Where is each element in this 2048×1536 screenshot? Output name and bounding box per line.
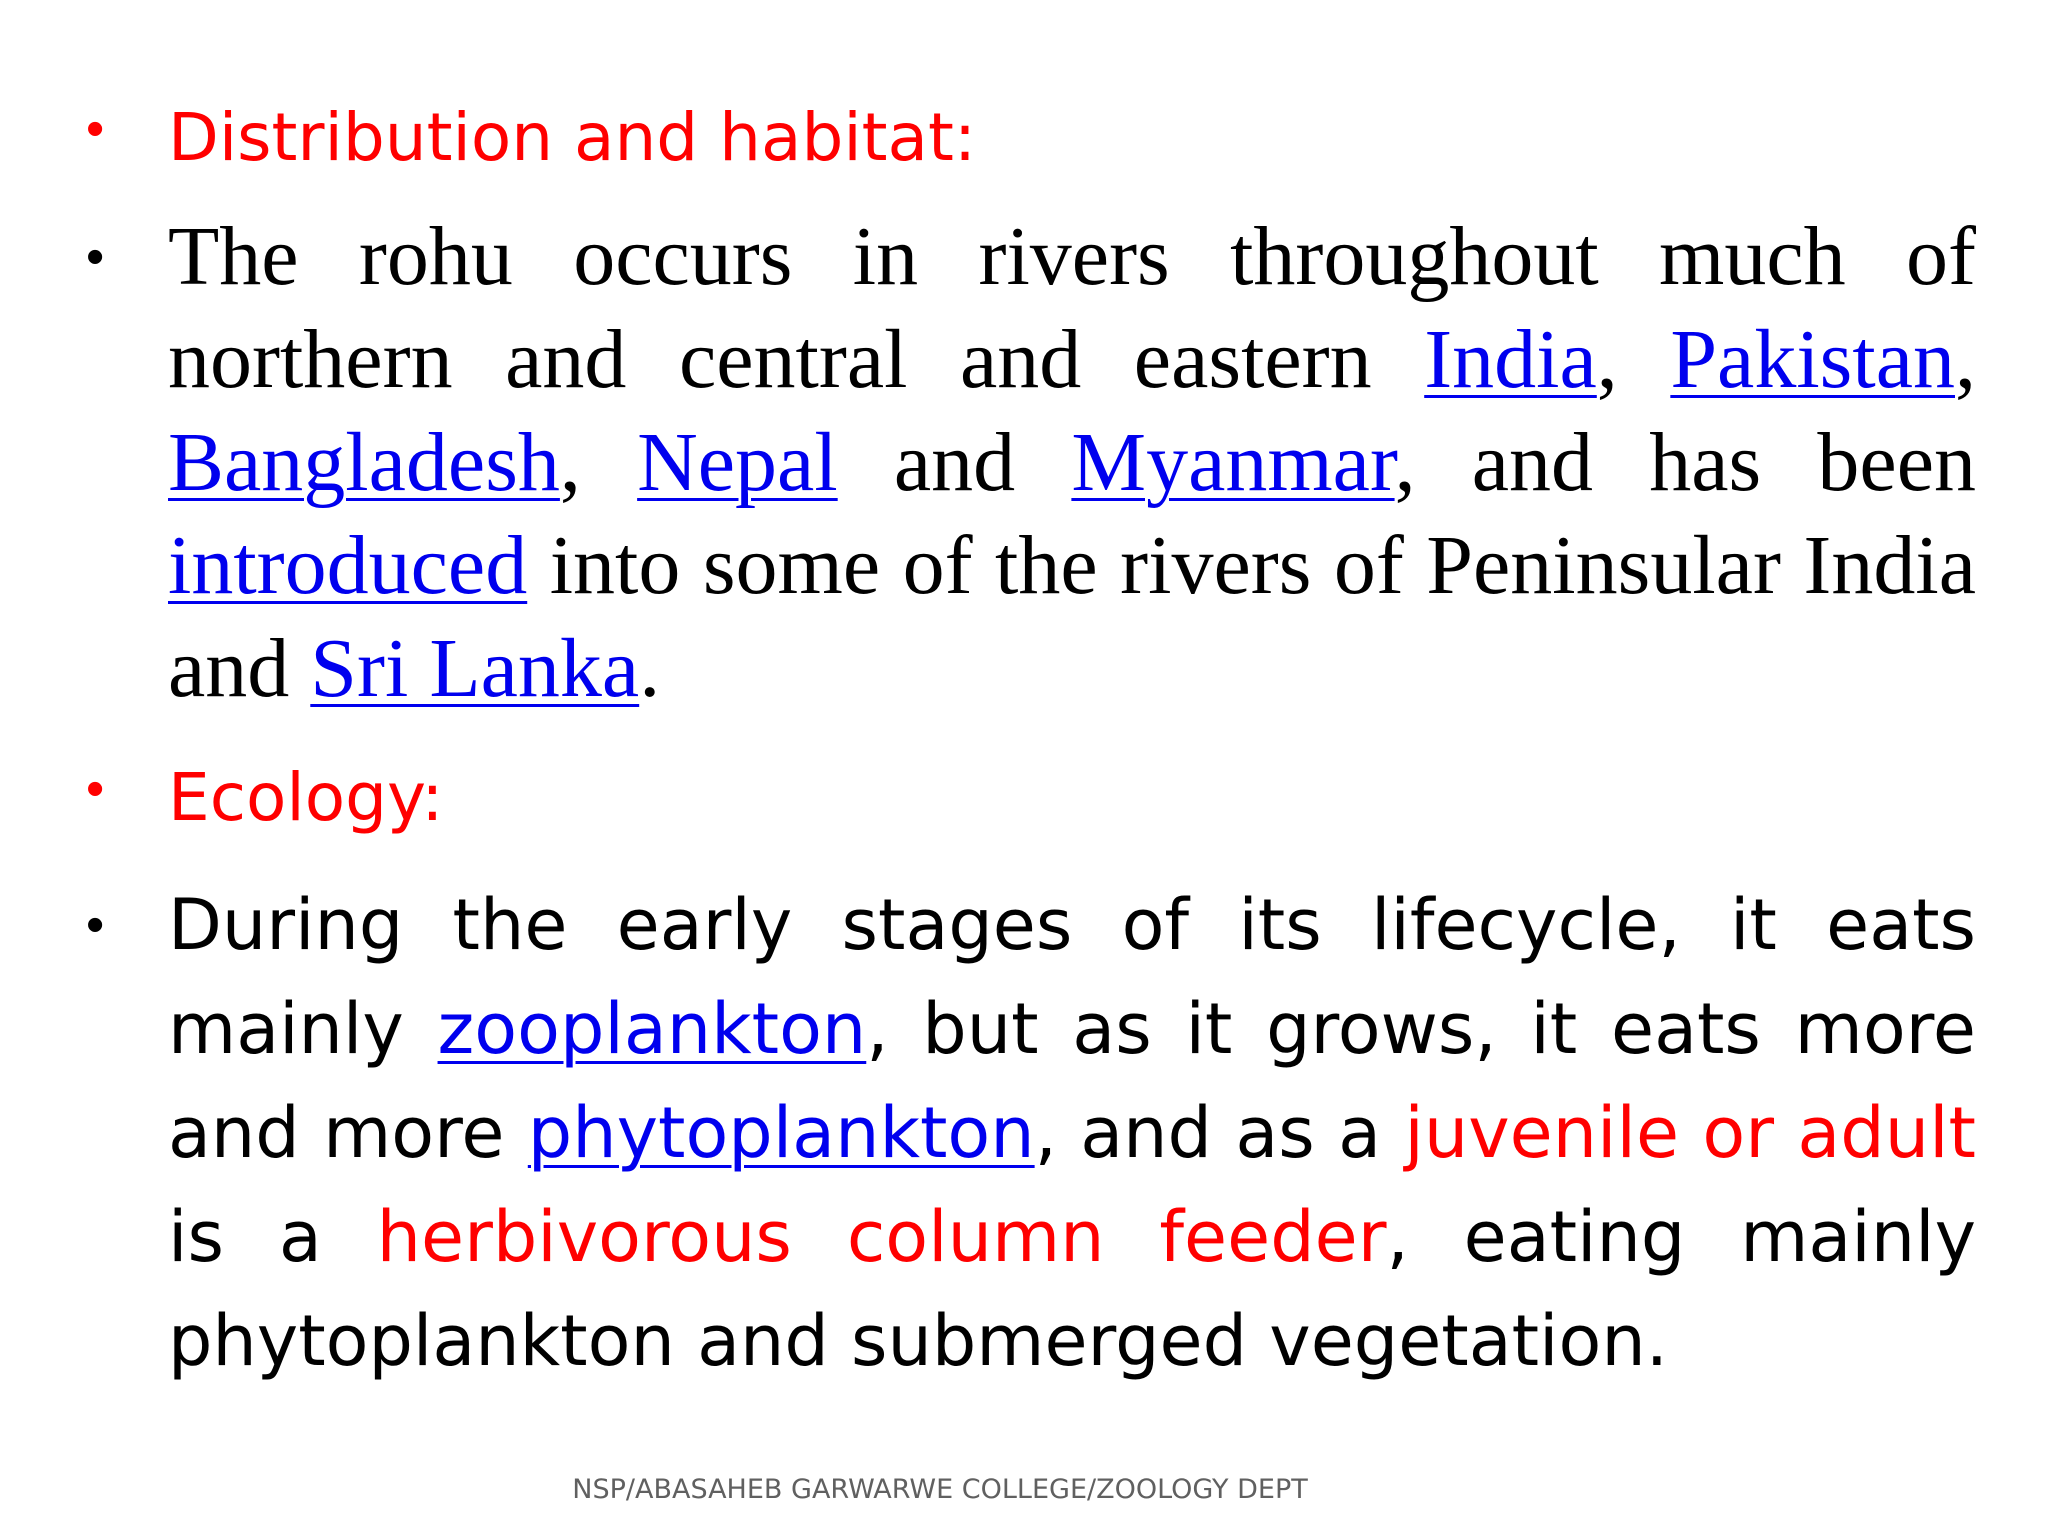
paragraph-ecology bbox=[168, 873, 1976, 1393]
link-introduced[interactable]: introduced bbox=[168, 519, 528, 612]
link-myanmar[interactable]: Myanmar bbox=[1071, 416, 1395, 509]
bullet-icon: • bbox=[86, 100, 105, 158]
text-span: , and has been bbox=[1394, 416, 1976, 509]
text-span: into some of the rivers of Peninsular India and bbox=[168, 519, 1976, 715]
link-india[interactable]: India bbox=[1424, 313, 1597, 406]
bullet-icon: • bbox=[86, 760, 105, 818]
footer-credit: NSP/ABASAHEB GARWARWE COLLEGE/ZOOLOGY DEPT bbox=[572, 1474, 1308, 1505]
highlight-juvenile-or-adult: juvenile or adult bbox=[1404, 1092, 1976, 1174]
link-pakistan[interactable]: Pakistan bbox=[1670, 313, 1955, 406]
text-span: During the early stages of its lifecycle, it eats mainly bbox=[168, 884, 1976, 1070]
link-bangladesh[interactable]: Bangladesh bbox=[168, 416, 560, 509]
highlight-herbivorous-column-feeder: herbivorous column feeder bbox=[376, 1196, 1387, 1278]
text-span: and bbox=[837, 416, 1072, 509]
text-span: , bbox=[1596, 313, 1671, 406]
text-span: , eating mainly phytoplankton and submerged vegetation. bbox=[168, 1196, 1976, 1382]
text-span: , but as it grows, it eats more and more bbox=[168, 988, 1976, 1174]
bullet-icon: • bbox=[86, 896, 105, 954]
link-phytoplankton[interactable]: phytoplankton bbox=[527, 1092, 1035, 1174]
heading-ecology: Ecology: bbox=[168, 759, 444, 836]
bullet-icon: • bbox=[86, 228, 105, 286]
link-sri-lanka[interactable]: Sri Lanka bbox=[310, 622, 640, 715]
heading-distribution: Distribution and habitat: bbox=[168, 99, 977, 176]
link-zooplankton[interactable]: zooplankton bbox=[437, 988, 867, 1070]
text-span: is a bbox=[168, 1196, 377, 1278]
link-nepal[interactable]: Nepal bbox=[637, 416, 838, 509]
text-span: , bbox=[559, 416, 638, 509]
text-span: . bbox=[639, 622, 661, 715]
text-span: The rohu occurs in rivers throughout much of northern and central and eastern bbox=[168, 210, 1976, 406]
text-span: , and as a bbox=[1034, 1092, 1405, 1174]
paragraph-distribution bbox=[168, 205, 1976, 720]
text-span: , bbox=[1955, 313, 1976, 406]
